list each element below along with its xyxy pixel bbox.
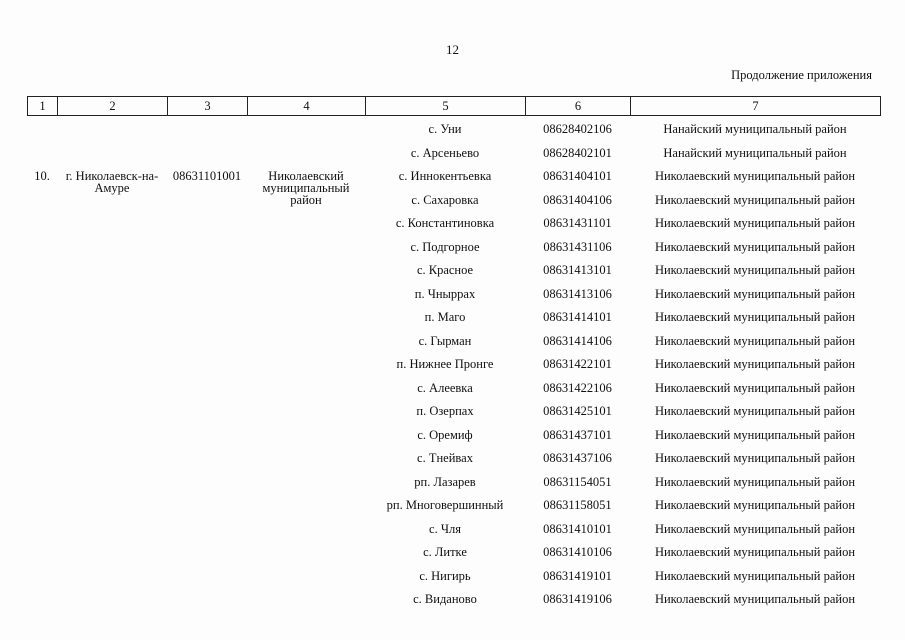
header-col-5: 5 xyxy=(366,97,526,116)
entry-district-line1: Николаевский xyxy=(268,169,344,183)
code-cell: 08631413101 xyxy=(543,263,612,277)
table-row xyxy=(0,590,905,610)
code-cell: 08631437101 xyxy=(543,427,612,442)
continuation-label: Продолжение приложения xyxy=(731,68,872,82)
code-cell: 08631414101 xyxy=(543,310,612,324)
header-col-6: 6 xyxy=(526,97,631,116)
settlement-cell: с. Константиновка xyxy=(395,216,495,230)
code-cell: 08631431101 xyxy=(543,216,612,230)
header-col-3: 3 xyxy=(168,97,248,116)
settlement-cell: с. Арсеньево xyxy=(410,145,480,160)
table-row xyxy=(0,543,905,563)
header-row xyxy=(28,97,881,116)
district-cell: Николаевский муниципальный район xyxy=(654,427,856,442)
code-cell: 08631410106 xyxy=(543,545,612,559)
table-row xyxy=(0,261,905,281)
table-row xyxy=(0,426,905,446)
entry-code: 08631101001 xyxy=(172,169,242,183)
code-cell: 08628402101 xyxy=(543,145,612,160)
district-cell: Николаевский муниципальный район xyxy=(654,474,856,489)
table-row xyxy=(0,285,905,305)
settlement-cell: с. Сахаровка xyxy=(411,192,479,207)
table-row xyxy=(0,355,905,375)
table-row xyxy=(0,449,905,469)
district-cell: Николаевский муниципальный район xyxy=(654,568,856,583)
code-cell: 08631404106 xyxy=(543,192,612,207)
district-cell: Николаевский муниципальный район xyxy=(654,380,856,395)
district-cell: Николаевский муниципальный район xyxy=(654,169,856,183)
settlement-cell: рп. Лазарев xyxy=(414,474,476,489)
code-cell: 08631431106 xyxy=(543,239,612,254)
settlement-cell: с. Оремиф xyxy=(417,427,473,442)
table-row xyxy=(0,191,905,211)
district-cell: Николаевский муниципальный район xyxy=(654,310,856,324)
settlement-cell: с. Тнейвах xyxy=(417,451,473,465)
settlement-cell: п. Чныррах xyxy=(414,286,476,301)
settlement-cell: с. Гырман xyxy=(418,333,472,348)
code-cell: 08631422101 xyxy=(543,357,612,371)
entry-district-line2: муниципальный xyxy=(262,181,350,195)
code-cell: 08631419101 xyxy=(543,568,612,583)
district-cell: Николаевский муниципальный район xyxy=(654,286,856,301)
code-cell: 08631158051 xyxy=(543,498,612,512)
district-cell: Николаевский муниципальный район xyxy=(654,592,856,606)
table-row xyxy=(0,167,905,187)
code-cell: 08631422106 xyxy=(543,380,612,395)
column-header-table xyxy=(27,96,881,116)
table-row xyxy=(0,496,905,516)
code-cell: 08631419106 xyxy=(543,592,612,606)
district-cell: Николаевский муниципальный район xyxy=(654,451,856,465)
settlement-cell: п. Маго xyxy=(424,310,466,324)
settlement-cell: с. Уни xyxy=(428,122,462,136)
district-cell: Нанайский муниципальный район xyxy=(663,122,847,136)
header-col-7: 7 xyxy=(631,97,881,116)
table-row xyxy=(0,332,905,352)
entry-city-line1: г. Николаевск-на- xyxy=(65,169,159,183)
district-cell: Николаевский муниципальный район xyxy=(654,333,856,348)
settlement-cell: с. Подгорное xyxy=(410,239,480,254)
settlement-cell: с. Литке xyxy=(423,545,467,559)
settlement-cell: с. Чля xyxy=(429,521,461,536)
code-cell: 08631410101 xyxy=(543,521,612,536)
settlement-cell: рп. Многовершинный xyxy=(386,498,504,512)
code-cell: 08631437106 xyxy=(543,451,612,465)
entry-number: 10. xyxy=(34,169,50,183)
table-row xyxy=(0,379,905,399)
code-cell: 08628402106 xyxy=(543,122,612,136)
table-row xyxy=(0,214,905,234)
code-cell: 08631404101 xyxy=(543,169,612,183)
settlement-cell: с. Алеевка xyxy=(417,380,473,395)
district-cell: Николаевский муниципальный район xyxy=(654,263,856,277)
table-row xyxy=(0,567,905,587)
code-cell: 08631425101 xyxy=(543,404,612,418)
table-row xyxy=(0,520,905,540)
settlement-cell: с. Красное xyxy=(416,263,474,277)
district-cell: Николаевский муниципальный район xyxy=(654,545,856,559)
table-row xyxy=(0,473,905,493)
settlement-cell: п. Нижнее Пронге xyxy=(396,357,494,371)
table-row xyxy=(0,120,905,140)
district-cell: Николаевский муниципальный район xyxy=(654,404,856,418)
table-row xyxy=(0,308,905,328)
district-cell: Николаевский муниципальный район xyxy=(654,521,856,536)
header-col-2: 2 xyxy=(58,97,168,116)
header-col-1: 1 xyxy=(28,97,58,116)
district-cell: Николаевский муниципальный район xyxy=(654,498,856,512)
settlement-cell: с. Нигирь xyxy=(419,568,471,583)
settlement-cell: п. Озерпах xyxy=(416,404,474,418)
code-cell: 08631154051 xyxy=(543,474,612,489)
district-cell: Николаевский муниципальный район xyxy=(654,192,856,207)
table-row xyxy=(0,402,905,422)
settlement-cell: с. Виданово xyxy=(413,592,477,606)
entry-district-line3: район xyxy=(290,193,322,207)
entry-city-line2: Амуре xyxy=(94,181,130,195)
page-number: 12 xyxy=(446,42,459,57)
table-row xyxy=(0,144,905,164)
district-cell: Нанайский муниципальный район xyxy=(663,145,847,160)
district-cell: Николаевский муниципальный район xyxy=(654,216,856,230)
district-cell: Николаевский муниципальный район xyxy=(654,357,856,371)
district-cell: Николаевский муниципальный район xyxy=(654,239,856,254)
code-cell: 08631413106 xyxy=(543,286,612,301)
code-cell: 08631414106 xyxy=(543,333,612,348)
settlement-cell: с. Иннокентьевка xyxy=(398,169,492,183)
header-col-4: 4 xyxy=(248,97,366,116)
table-row xyxy=(0,238,905,258)
